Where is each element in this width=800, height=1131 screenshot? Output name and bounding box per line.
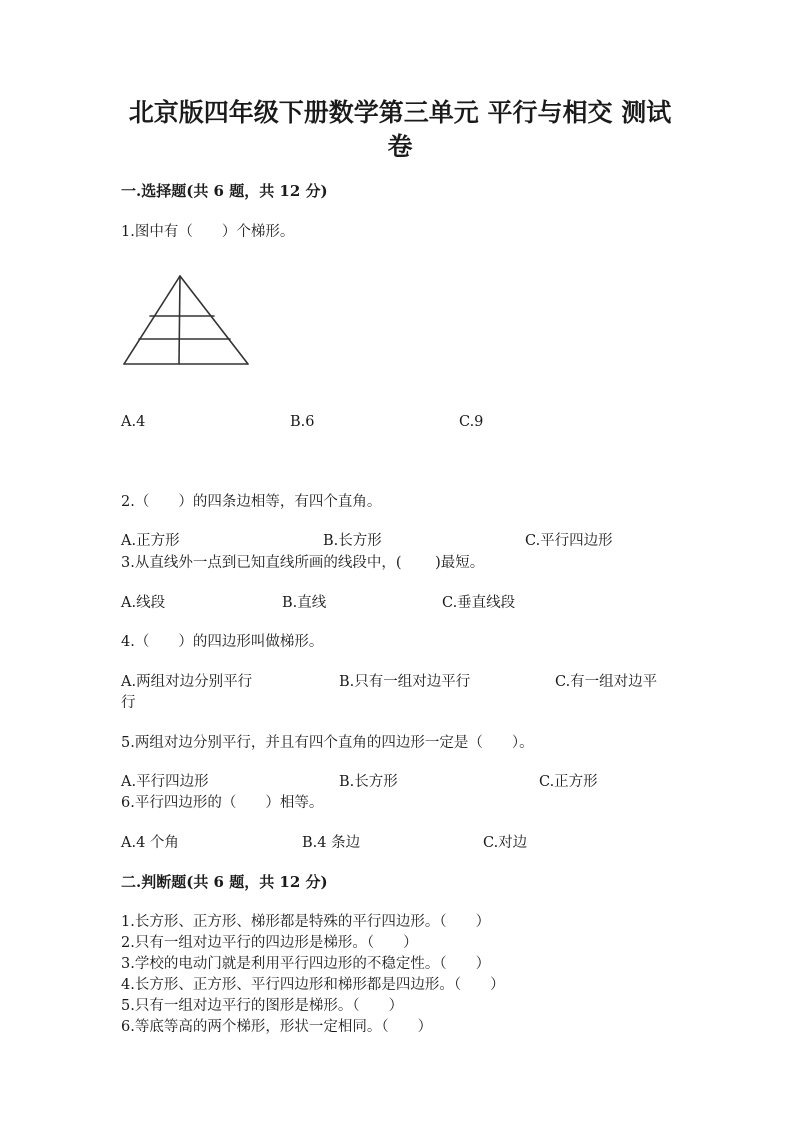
page-title — [0, 96, 800, 164]
q6-option-c: C.对边 — [483, 835, 528, 851]
q1-option-c: C.9 — [459, 414, 484, 430]
q4-option-c-wrap: 行 — [121, 695, 136, 711]
q6-option-b: B.4 条边 — [302, 835, 361, 851]
question-6: 6.平行四边形的（ ）相等。 — [121, 795, 324, 811]
q2-option-b: B.长方形 — [323, 533, 382, 549]
judgement-item-2: 2.只有一组对边平行的四边形是梯形。（ ） — [121, 935, 418, 951]
q5-option-b: B.长方形 — [339, 774, 398, 790]
section-header-judgement: 二.判断题(共 6 题，共 12 分) — [121, 873, 328, 891]
judgement-item-1: 1.长方形、正方形、梯形都是特殊的平行四边形。（ ） — [121, 914, 491, 930]
question-2: 2.（ ）的四条边相等，有四个直角。 — [121, 494, 382, 510]
section-header-choice: 一.选择题(共 6 题，共 12 分) — [121, 182, 328, 200]
q1-option-a: A.4 — [121, 414, 146, 430]
q6-option-a: A.4 个角 — [121, 835, 179, 851]
judgement-item-6: 6.等底等高的两个梯形，形状一定相同。（ ） — [121, 1019, 433, 1035]
judgement-item-4: 4.长方形、正方形、平行四边形和梯形都是四边形。（ ） — [121, 977, 505, 993]
q4-option-b: B.只有一组对边平行 — [339, 674, 471, 690]
page-title-line1: 北京版四年级下册数学第三单元 平行与相交 测试 — [128, 98, 672, 127]
q2-option-a: A.正方形 — [121, 533, 180, 549]
judgement-item-3: 3.学校的电动门就是利用平行四边形的不稳定性。（ ） — [121, 956, 491, 972]
q5-option-c: C.正方形 — [539, 774, 598, 790]
judgement-item-5: 5.只有一组对边平行的图形是梯形。（ ） — [121, 998, 404, 1014]
question-4: 4.（ ）的四边形叫做梯形。 — [121, 634, 324, 650]
page-title-line2: 卷 — [387, 132, 413, 161]
q2-option-c: C.平行四边形 — [525, 533, 613, 549]
q3-option-a: A.线段 — [121, 595, 166, 611]
triangle-trapezoid-figure — [118, 272, 252, 370]
q3-option-c: C.垂直线段 — [442, 595, 516, 611]
question-1: 1.图中有（ ）个梯形。 — [121, 224, 295, 240]
q3-option-b: B.直线 — [282, 595, 327, 611]
q5-option-a: A.平行四边形 — [121, 774, 209, 790]
question-3: 3.从直线外一点到已知直线所画的线段中，( )最短。 — [121, 555, 485, 571]
q4-option-a: A.两组对边分别平行 — [121, 674, 253, 690]
q1-option-b: B.6 — [290, 414, 315, 430]
q4-option-c: C.有一组对边平 — [555, 674, 658, 690]
question-5: 5.两组对边分别平行，并且有四个直角的四边形一定是（ ）。 — [121, 735, 534, 751]
